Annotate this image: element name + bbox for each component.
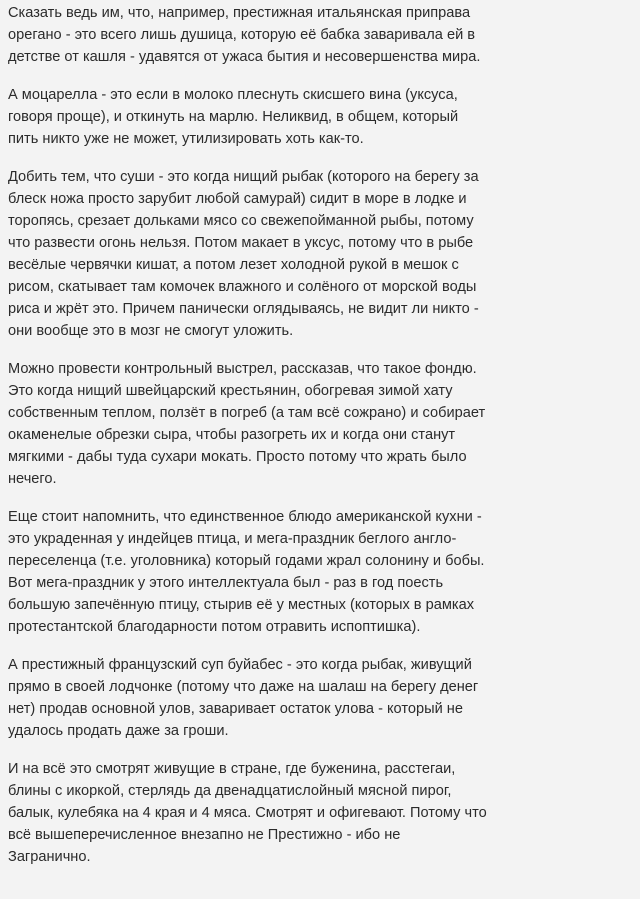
text-line: блеск ножа просто зарубит любой самурай) сидит в море в лодке и bbox=[8, 191, 467, 207]
text-line: говоря проще), и откинуть на марлю. Неликвид, в общем, который bbox=[8, 109, 459, 125]
paragraph-american bbox=[8, 506, 630, 638]
text-line: они вообще это в мозг не смогут уложить. bbox=[8, 323, 294, 339]
paragraph-mozzarella bbox=[8, 84, 630, 150]
text-line: А моцарелла - это если в молоко плеснуть скисшего вина (уксуса, bbox=[8, 87, 458, 103]
text-line: Вот мега-праздник у этого интеллектуала был - раз в год поесть bbox=[8, 575, 444, 591]
paragraph-fondue bbox=[8, 358, 630, 490]
text-line: И на всё это смотрят живущие в стране, где буженина, расстегаи, bbox=[8, 761, 456, 777]
text-line: окаменелые обрезки сыра, чтобы разогреть их и когда они станут bbox=[8, 427, 456, 443]
text-line: Заграничнo. bbox=[8, 849, 91, 865]
text-line: блины с икоркой, стерлядь да двенадцатислойный мясной пирог, bbox=[8, 783, 452, 799]
text-line: торопясь, срезает дольками мясо со свежепойманной рыбы, потому bbox=[8, 213, 474, 229]
text-line: Сказать ведь им, что, например, престижная итальянская приправа bbox=[8, 5, 471, 21]
text-line: весёлые червячки кишат, а потом лезет холодной рукой в мешок с bbox=[8, 257, 459, 273]
text-line: мягкими - дабы туда сухари мокать. Просто потому что жрать было bbox=[8, 449, 467, 465]
text-line: удалось продать даже за гроши. bbox=[8, 723, 229, 739]
text-line: Это когда нищий швейцарский крестьянин, обогревая зимой хату bbox=[8, 383, 453, 399]
paragraph-oregano bbox=[8, 2, 630, 68]
text-line: собственным теплом, ползёт в погреб (а там всё сожрано) и собирает bbox=[8, 405, 486, 421]
text-line: протестантской благодарности потом отравить испоптишка). bbox=[8, 619, 421, 635]
text-line: что развести огонь нельзя. Потом макает в уксус, потому что в рыбе bbox=[8, 235, 474, 251]
text-line: орегано - это всего лишь душица, которую её бабка заваривала ей в bbox=[8, 27, 476, 43]
text-line: Еще стоит напомнить, что единственное блюдо американской кухни - bbox=[8, 509, 482, 525]
text-line: прямо в своей лодчонке (потому что даже на шалаш на берегу денег bbox=[8, 679, 479, 695]
text-line: Добить тем, что суши - это когда нищий рыбак (которого на берегу за bbox=[8, 169, 479, 185]
paragraph-sushi bbox=[8, 166, 630, 342]
text-line: Можно провести контрольный выстрел, рассказав, что такое фондю. bbox=[8, 361, 477, 377]
text-line: большую запечённую птицу, стырив её у местных (которых в рамках bbox=[8, 597, 475, 613]
text-line: нечего. bbox=[8, 471, 57, 487]
text-line: переселенца (т.е. уголовника) который годами жрал солонину и бобы. bbox=[8, 553, 485, 569]
text-line: рисом, скатывает там комочек влажного и солёного от морской воды bbox=[8, 279, 477, 295]
paragraph-conclusion bbox=[8, 758, 630, 868]
text-line: балык, кулебяка на 4 края и 4 мяса. Смотрят и офигевают. Потому что bbox=[8, 805, 487, 821]
text-line: это украденная у индейцев птица, и мега-праздник беглого англо- bbox=[8, 531, 457, 547]
text-line: риса и жрёт это. Причем панически оглядываясь, не видит ли никто - bbox=[8, 301, 479, 317]
text-line: нет) продав основной улов, заваривает остаток улова - который не bbox=[8, 701, 463, 717]
text-line: всё вышеперечисленное внезапно не Престижно - ибо не bbox=[8, 827, 401, 843]
text-line: пить никто уже не может, утилизировать хоть как-то. bbox=[8, 131, 364, 147]
text-line: детстве от кашля - удавятся от ужаса бытия и несовершенства мира. bbox=[8, 49, 481, 65]
paragraph-bouillabaisse bbox=[8, 654, 630, 742]
text-line: А престижный французский суп буйабес - это когда рыбак, живущий bbox=[8, 657, 472, 673]
